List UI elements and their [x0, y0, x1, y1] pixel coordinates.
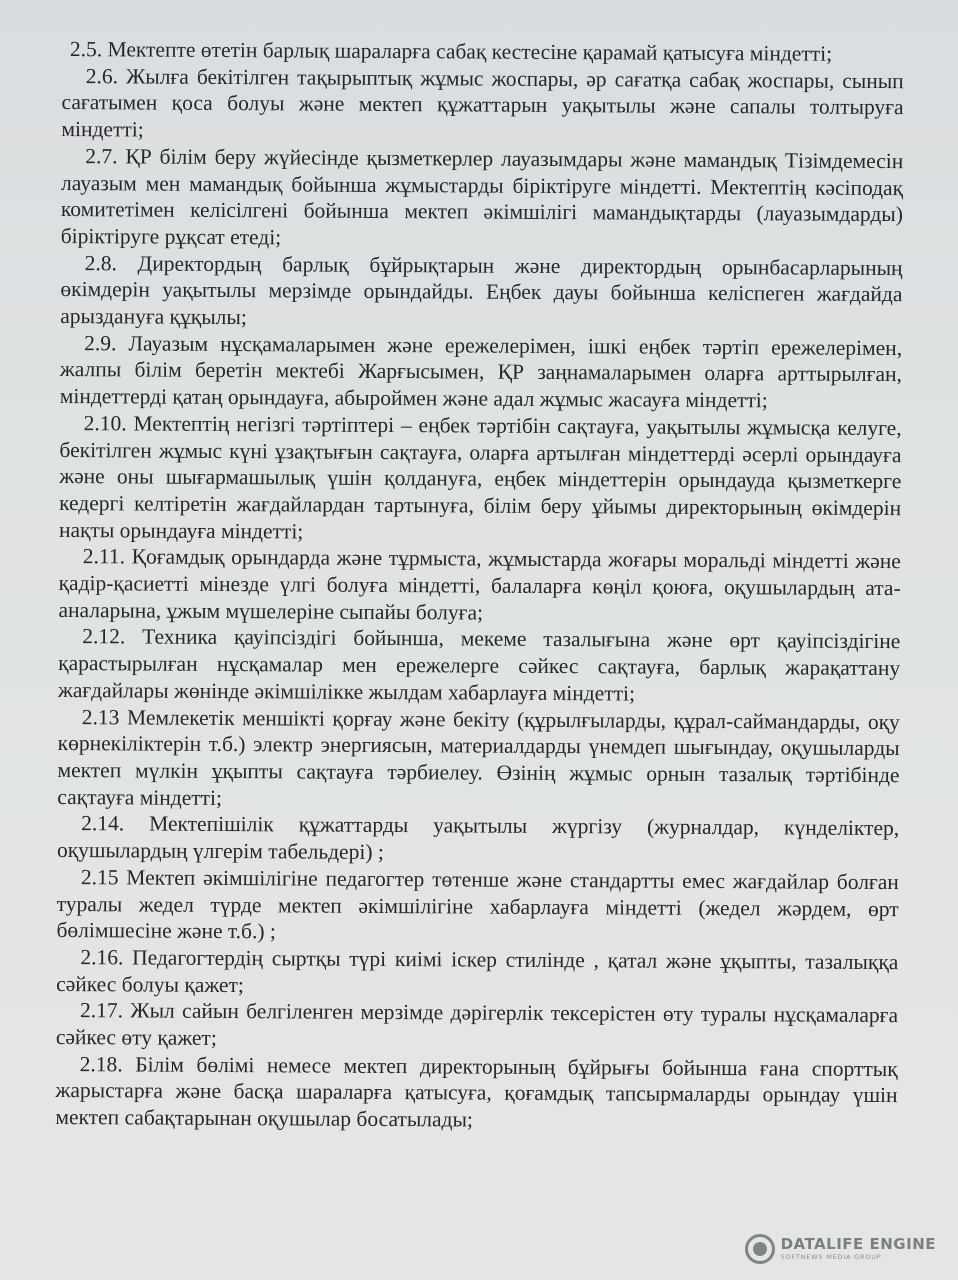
- watermark-subtitle: SOFTNEWS MEDIA GROUP: [780, 1253, 882, 1262]
- paragraph-2-5: 2.5. Мектепте өтетін барлық шараларға сабақ кестесіне қарамай қатысуға міндетті;: [69, 37, 833, 66]
- paragraph-2-11: 2.11. Қоғамдық орындарда және тұрмыста, жұмыстарда жоғары моральді міндетті және қадір-қасиетті мінезде үлгі болуға міндетті, балаларға көңіл қоюға, оқушылардың ата-аналарына, ұжым мүшелеріне сыпайы болуға;: [58, 544, 901, 625]
- document-body: [55, 36, 904, 1136]
- paragraph-2-9: 2.9. Лауазым нұсқамаларымен және ережелерімен, ішкі еңбек тәртіп ережелерімен, жалпы білім беретін мектебі Жарғысымен, ҚР заңнамаларымен оларға арттырылған, міндеттерді қатаң орындауға, абыроймен және адал жұмыс жасауға міндетті;: [59, 330, 903, 413]
- paragraph-2-18: 2.18. Білім бөлімі немесе мектеп директорының бұйрығы бойынша ғана спорттық жарыстарға және басқа шараларға қатысуға, қоғамдық тапсырмаларды орындау үшін мектеп сабақтарынан оқушылар босатылады;: [55, 1051, 898, 1132]
- watermark: [745, 1234, 936, 1264]
- watermark-text: [781, 1237, 936, 1261]
- paragraph-2-16: 2.16. Педагогтердің сыртқы түрі киімі іскер стилінде , қатал және ұқыпты, тазалыққа сәйкес болуы қажет;: [56, 945, 899, 997]
- paragraph-2-6: 2.6. Жылға бекітілген тақырыптық жұмыс жоспары, әр сағатқа сабақ жоспары, сынып сағатымен қоса болуы және мектеп құжаттарын уақытылы және сапалы толтыруға міндетті;: [61, 63, 904, 142]
- paragraph-2-7: 2.7. ҚР білім беру жүйесінде қызметкерлер лауазымдары және мамандық Тізімдемесін лауазым мен мамандық бойынша жұмыстарды біріктіруге міндетті. Мектептің кәсіподақ комитетімен келісілгені бойынша мектеп әкімшілігі мамандықтарды (лауазымдарды) біріктіруге рұқсат етеді;: [60, 143, 904, 250]
- paragraph-2-13: 2.13 Мемлекетік меншікті қорғау және бекіту (құрылғыларды, құрал-саймандарды, оқу көрнекіліктерін т.б.) электр энергиясын, материалдарды үнемдеп шығындау, оқушыларды мектеп мүлкін ұқыпты сақтауға тәрбиелеу. Өзінің жұмыс орнын тазалық тәртібінде сақтауға міндетті;: [57, 704, 900, 810]
- paragraph-2-17: 2.17. Жыл сайын белгіленген мерзімде дәрігерлік тексерістен өту туралы нұсқамаларға сәйкес өту қажет;: [55, 998, 899, 1050]
- paragraph-2-15: 2.15 Мектеп әкімшілігіне педагогтер төтенше және стандартты емес жағдайлар болған туралы жедел түрде мектеп әкімшілігіне хабарлауға міндетті (жедел жәрдем, өрт бөлімшесіне және т.б.) ;: [56, 864, 899, 944]
- paragraph-2-14: 2.14. Мектепішілік құжаттарды уақытылы жүргізу (журналдар, күнделіктер, оқушылардың үлгерім табельдері) ;: [56, 811, 900, 865]
- datalife-engine-logo-icon: [745, 1234, 775, 1264]
- paragraph-2-10: 2.10. Мектептің негізгі тәртіптері – еңбек тәртібін сақтауға, уақытылы жұмысқа келуге, бекітілген жұмыс күні ұзақтығын сақтауға, оларға артылған міндеттерді әсерлі орындауға және оны шығармашылық үшін қолдануға, еңбек міндеттерін орындауда қызметкерге кедергі келтіретін жағдайлардан тартынуға, білім беру ұйымы директорының өкімдерін нақты орындауға міндетті;: [58, 410, 902, 544]
- paragraph-2-12: 2.12. Техника қауіпсіздігі бойынша, мекеме тазалығына және өрт қауіпсіздігіне қарастырылған нұсқамалар мен ережелерге сәйкес сақтауға, барлық жарақаттану жағдайлары жөнінде әкімшілікке жылдам хабарлауға міндетті;: [57, 624, 901, 706]
- paragraph-2-8: 2.8. Директордың барлық бұйрықтарын және директордың орынбасарларының өкімдерін уақытылы мерзімде орындайды. Еңбек дауы бойынша келіспеген жағдайда арыздануға құқылы;: [60, 250, 903, 330]
- watermark-title: DATALIFE ENGINE: [780, 1235, 936, 1254]
